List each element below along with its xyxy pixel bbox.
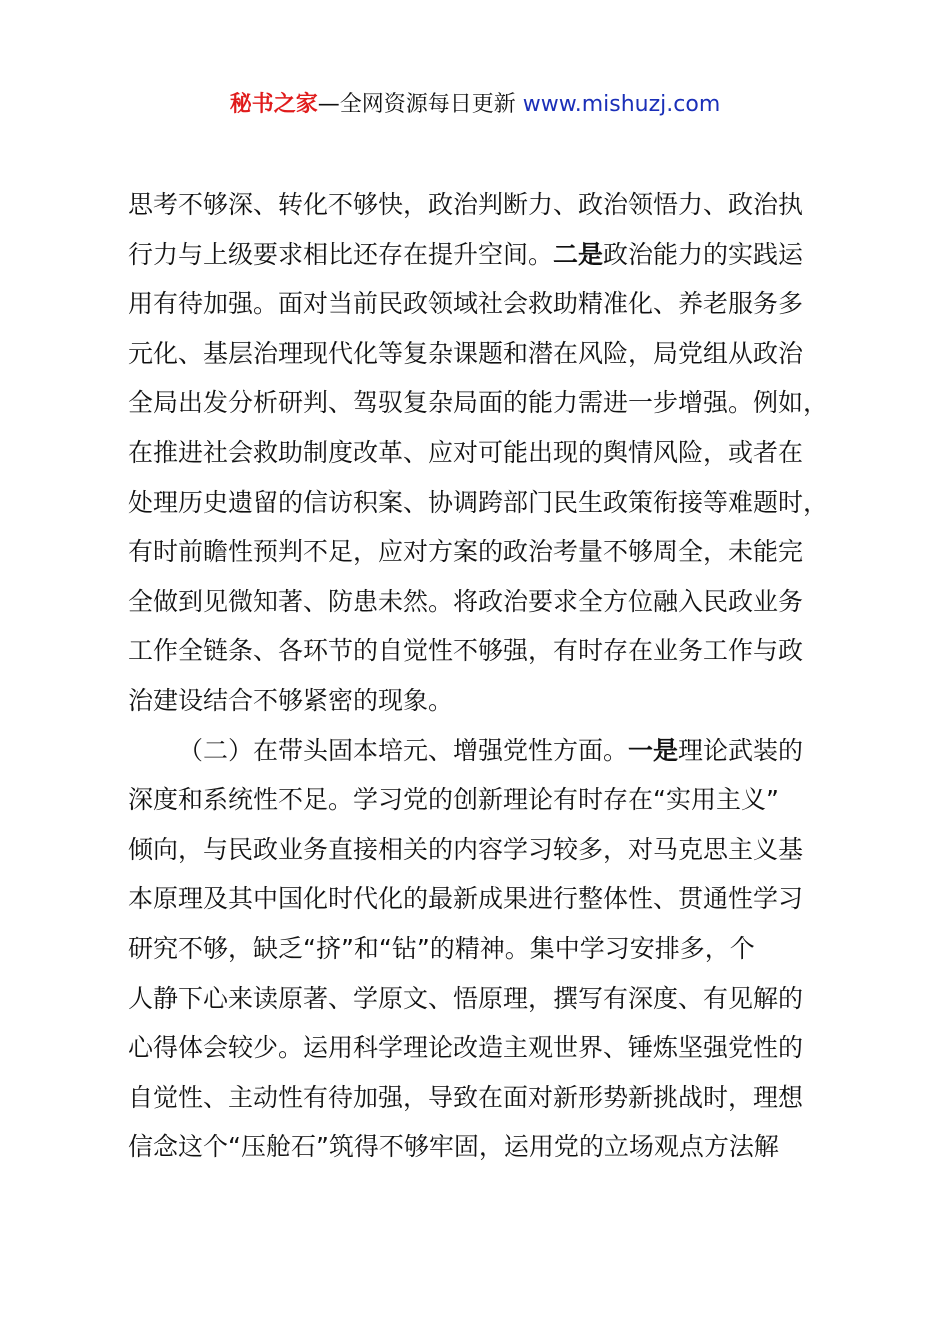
text-line: 治建设结合不够紧密的现象。 — [128, 685, 454, 715]
site-url-link[interactable]: www.mishuzj.com — [522, 92, 721, 117]
bold-marker: 二是 — [553, 239, 604, 269]
brand-name: 秘书之家 — [229, 92, 318, 117]
text-line: 深度和系统性不足。学习党的创新理论有时存在“实用主义” — [128, 785, 779, 815]
header-tagline: —全网资源每日更新 — [317, 92, 516, 117]
text-line: 人静下心来读原著、学原文、悟原理，撰写有深度、有见解的 — [128, 983, 804, 1013]
text-line: 有时前瞻性预判不足，应对方案的政治考量不够周全，未能完 — [128, 537, 804, 567]
text-line: 全做到见微知著、防患未然。将政治要求全方位融入民政业务 — [128, 586, 804, 616]
text-line: 本原理及其中国化时代化的最新成果进行整体性、贯通性学习 — [128, 884, 804, 914]
site-header — [0, 90, 950, 120]
text-line: 自觉性、主动性有待加强，导致在面对新形势新挑战时，理想 — [128, 1082, 804, 1112]
text-line: 处理历史遗留的信访积案、协调跨部门民生政策衔接等难题时， — [128, 487, 829, 517]
text-line: 倾向，与民政业务直接相关的内容学习较多，对马克思主义基 — [128, 834, 804, 864]
text-line: 信念这个“压舱石”筑得不够牢固，运用党的立场观点方法解 — [128, 1132, 779, 1162]
text-line: 思考不够深、转化不够快，政治判断力、政治领悟力、政治执 — [128, 190, 804, 219]
text-line: 用有待加强。面对当前民政领域社会救助精准化、养老服务多 — [128, 289, 804, 319]
document-body — [128, 180, 838, 1172]
text-line — [128, 726, 838, 776]
section-heading: （二）在带头固本培元、增强党性方面。 — [178, 735, 629, 765]
bold-marker: 一是 — [628, 735, 679, 765]
text-line: 元化、基层治理现代化等复杂课题和潜在风险，局党组从政治 — [128, 338, 804, 368]
text-line: 全局出发分析研判、驾驭复杂局面的能力需进一步增强。例如， — [128, 388, 829, 418]
text-line: 心得体会较少。运用科学理论改造主观世界、锤炼坚强党性的 — [128, 1033, 804, 1063]
text-line — [128, 230, 838, 280]
paragraph — [128, 726, 838, 1172]
text-line: 在推进社会救助制度改革、应对可能出现的舆情风险，或者在 — [128, 437, 804, 467]
text-line: 工作全链条、各环节的自觉性不够强，有时存在业务工作与政 — [128, 636, 804, 666]
paragraph — [128, 180, 838, 726]
text-run: 行力与上级要求相比还存在提升空间。 — [128, 239, 554, 269]
text-run: 理论武装的 — [678, 735, 804, 765]
text-line: 研究不够，缺乏“挤”和“钻”的精神。集中学习安排多，个 — [128, 933, 755, 963]
text-run: 政治能力的实践运 — [603, 239, 804, 269]
